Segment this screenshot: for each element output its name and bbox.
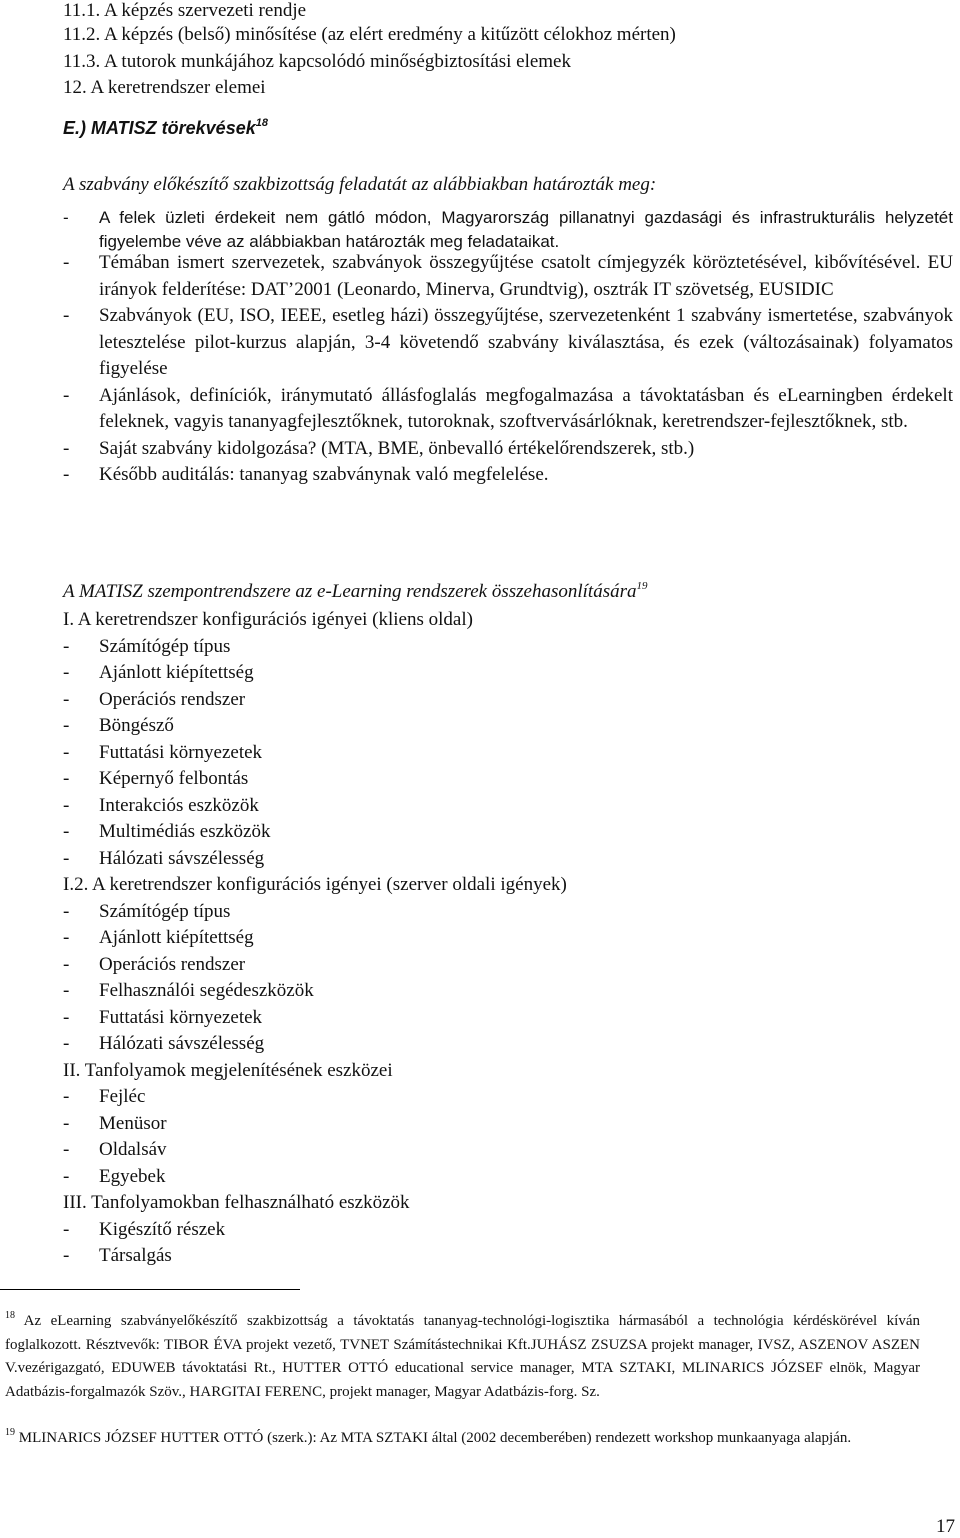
list-item (63, 303, 953, 383)
sans-list (63, 206, 953, 254)
criteria-title (63, 575, 648, 603)
outline-item-text: Társalgás (99, 1245, 172, 1266)
list-dash: - (63, 741, 70, 763)
toc-line-3: 11.3. A tutorok munkájához kapcsolódó minőségbiztosítási elemek (63, 51, 571, 72)
outline-heading-text: III. Tanfolyamokban felhasználható eszközök (63, 1192, 410, 1213)
outline-item (63, 1086, 145, 1108)
list-dash: - (63, 847, 70, 869)
outline-item (63, 927, 254, 949)
footnote-19 (5, 1421, 920, 1451)
outline-item-text: Oldalsáv (99, 1139, 167, 1160)
list-dash: - (63, 1165, 70, 1187)
list-dash: - (63, 980, 70, 1001)
outline-item (63, 1113, 167, 1135)
list-dash: - (63, 1245, 70, 1266)
list-dash: - (63, 1218, 70, 1240)
list-dash: - (63, 208, 69, 227)
list-dash: - (63, 437, 70, 459)
outline-item (63, 689, 245, 711)
outline-item (63, 715, 174, 737)
list-dash: - (63, 821, 70, 842)
list-dash: - (63, 1033, 70, 1054)
toc-line-2: 11.2. A képzés (belső) minősítése (az elért eredmény a kitűzött célokhoz mérten) (63, 24, 676, 45)
toc-line-1: 11.1. A képzés szervezeti rendje (63, 0, 307, 21)
outline-heading (63, 874, 567, 896)
outline-item-text: Hálózati sávszélesség (99, 1033, 265, 1054)
footnote-18 (5, 1304, 920, 1404)
toc-line-4: 12. A keretrendszer elemei (63, 77, 266, 98)
list-item (63, 206, 953, 254)
list-dash: - (63, 1086, 70, 1107)
list-item-text: Később auditálás: tananyag szabványnak való megfelelése. (99, 464, 549, 485)
outline-item-text: Kigészítő részek (99, 1218, 226, 1240)
list-item-text: Szabványok (EU, ISO, IEEE, esetleg házi) összegyűjtése, szervezetenként 1 szabvány ismertetése, szabványok letesztelése pilot-kurzus alapján, 3-4 követendő szabvány kiválasztása, és ezek (változásainak) folyamatos figyelése (99, 305, 953, 379)
section-heading (63, 112, 268, 139)
outline-item (63, 980, 314, 1002)
outline-heading-text: I.2. A keretrendszer konfigurációs igényei (szerver oldali igények) (63, 874, 567, 895)
outline-item (63, 821, 271, 843)
outline-item-text: Menüsor (99, 1112, 167, 1134)
outline-item-text: Futtatási környezetek (99, 741, 263, 763)
outline-item (63, 662, 254, 684)
outline-heading (63, 609, 473, 631)
list-dash: - (63, 635, 70, 657)
list-item-text: Ajánlások, definíciók, iránymutató állásfoglalás megfogalmazása a távoktatásban és eLearningben érdekelt feleknek, vagyis tananyagfejlesztőknek, tutoroknak, szoftvervásárlóknak, keretrendszer-fejlesztőknek, stb. (99, 384, 953, 432)
footnote-text: MLINARICS JÓZSEF HUTTER OTTÓ (szerk.): Az MTA SZTAKI által (2002 decemberében) rendezett workshop munkaanyaga alapján. (18, 1430, 852, 1446)
outline-item (63, 768, 248, 790)
list-dash: - (63, 794, 70, 816)
outline-item-text: Multimédiás eszközök (99, 821, 271, 842)
list-dash: - (63, 953, 70, 975)
list-item (63, 436, 953, 463)
outline-item (63, 1139, 167, 1161)
page-number: 17 (936, 1516, 955, 1537)
outline-item-text: Számítógép típus (99, 900, 231, 922)
outline-item-text: Fejléc (99, 1086, 146, 1107)
list-item-text: A felek üzleti érdekeit nem gátló módon, Magyarország pillanatnyi gazdasági és infrastrukturális helyzetét figyelembe véve az alábbiakban határozták meg feladataikat. (99, 208, 953, 251)
list-item (63, 462, 953, 489)
outline-item-text: Operációs rendszer (99, 953, 246, 975)
list-dash: - (63, 384, 70, 406)
outline-item (63, 636, 230, 658)
list-dash: - (63, 1139, 70, 1160)
list-item-text: Saját szabvány kidolgozása? (MTA, BME, önbevalló értékelőrendszerek, stb.) (99, 437, 695, 459)
outline-item-text: Egyebek (99, 1165, 166, 1187)
outline-item-text: Számítógép típus (99, 635, 231, 657)
outline-item-text: Futtatási környezetek (99, 1006, 263, 1028)
list-dash: - (63, 1112, 70, 1134)
outline-item-text: Felhasználói segédeszközök (99, 980, 314, 1001)
list-dash: - (63, 464, 70, 485)
list-dash: - (63, 305, 70, 326)
list-dash: - (63, 927, 70, 948)
list-dash: - (63, 768, 70, 789)
outline-item-text: Hálózati sávszélesség (99, 847, 265, 869)
list-item (63, 383, 953, 436)
list-dash: - (63, 688, 70, 710)
list-dash: - (63, 662, 70, 683)
outline-item (63, 901, 230, 923)
footnote-number: 19 (5, 1427, 15, 1438)
outline-item (63, 1245, 172, 1267)
list-dash: - (63, 715, 70, 736)
serif-list (63, 250, 953, 489)
outline-heading (63, 1192, 410, 1214)
outline-item-text: Ajánlott kiépítettség (99, 927, 254, 948)
outline-item-text: Ajánlott kiépítettség (99, 662, 254, 683)
intro-text: A szabvány előkészítő szakbizottság feladatát az alábbiakban határozták meg: (63, 174, 657, 195)
section-heading-text: E.) MATISZ törekvések (63, 118, 256, 138)
outline-item (63, 1007, 262, 1029)
criteria-title-text: A MATISZ szempontrendszere az e-Learning rendszerek összehasonlítására (63, 581, 637, 602)
footnote-ref-18: 18 (255, 117, 268, 129)
outline-item (63, 742, 262, 764)
list-dash: - (63, 1006, 70, 1028)
outline-item (63, 1033, 264, 1055)
outline-item (63, 954, 245, 976)
list-item-text: Témában ismert szervezetek, szabványok összegyűjtése csatolt címjegyzék köröztetésével, kibővítésével. EU irányok felderítése: DAT’2001 (Leonardo, Minerva, Grundtvig), osztrák IT szövetség, EUSIDIC (99, 252, 953, 300)
outline-item (63, 848, 264, 870)
outline-heading (63, 1060, 393, 1082)
outline-item-text: Képernyő felbontás (99, 768, 249, 789)
outline-item-text: Operációs rendszer (99, 688, 246, 710)
list-dash: - (63, 900, 70, 922)
outline-heading-text: I. A keretrendszer konfigurációs igényei (kliens oldal) (63, 609, 473, 630)
outline-item-text: Böngésző (99, 715, 174, 736)
list-dash: - (63, 252, 70, 273)
outline-heading-text: II. Tanfolyamok megjelenítésének eszközei (63, 1059, 393, 1081)
footnote-text: Az eLearning szabványelőkészítő szakbizottság a távoktatás tananyag-technológi-logisztika hármasából a technológia kérdéskörével kíván foglalkozott. Résztvevők: TIBOR ÉVA projekt vezető, TVNET Számítástechnikai Kft.JUHÁSZ ZSUZSA projekt manager, IVSZ, ASZENOV ASZEN V.vezérigazgató, EDUWEB távoktatási Rt., HUTTER OTTÓ educational service manager, MTA SZTAKI, MLINARICS JÓZSEF elnök, Magyar Adatbázis-forgalmazók Szöv., HARGITAI FERENC, projekt manager, Magyar Adatbázis-forg. Sz. (5, 1313, 920, 1400)
footnote-divider (0, 1289, 300, 1290)
outline-item-text: Interakciós eszközök (99, 794, 259, 816)
outline-item (63, 1219, 225, 1241)
outline-item (63, 1166, 165, 1188)
footnote-ref-19: 19 (636, 580, 648, 592)
list-item (63, 250, 953, 303)
outline-item (63, 795, 259, 817)
footnote-number: 18 (5, 1310, 15, 1321)
